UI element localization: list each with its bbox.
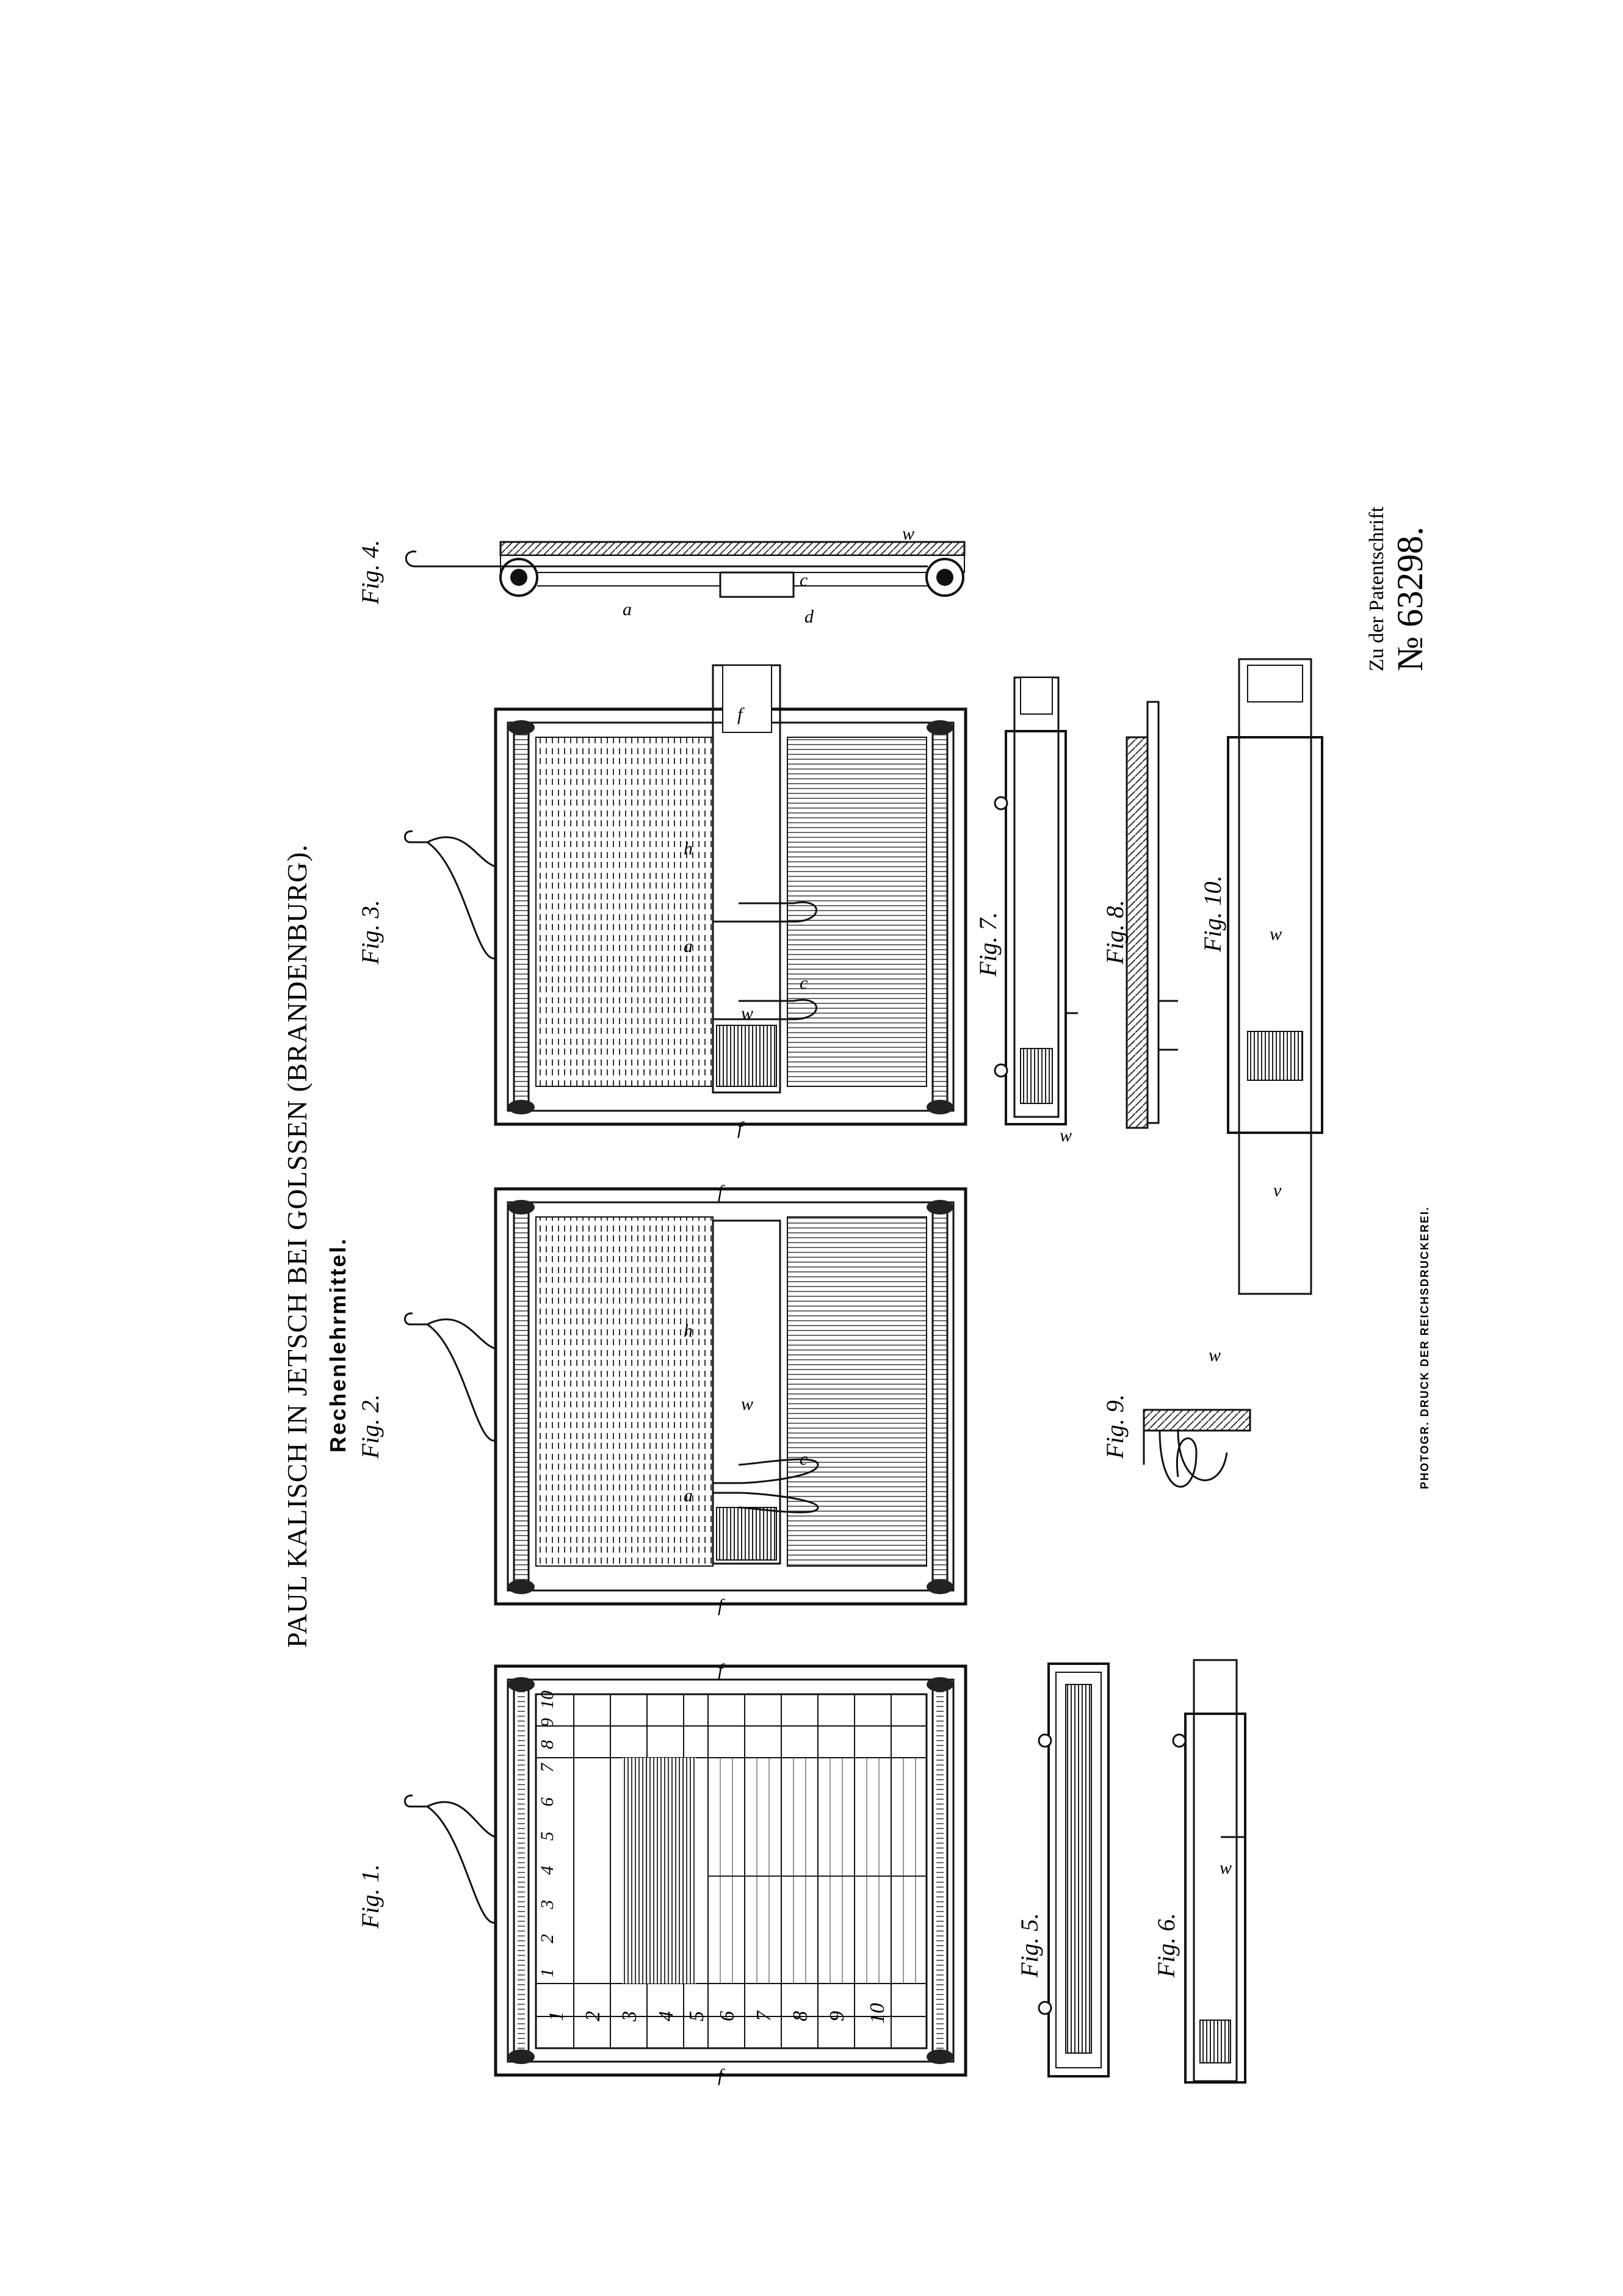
fig-9-label: Fig. 9. [1101, 1394, 1129, 1459]
fig1-num: 8 [537, 1740, 557, 1749]
ref-letter-f: f [718, 1660, 723, 1680]
fig1-num: 4 [537, 1866, 557, 1875]
ref-letter-a: a [684, 1486, 693, 1506]
ref-letter-f: f [737, 704, 743, 724]
fig1-num: 5 [537, 1832, 557, 1841]
ref-letter-c: c [800, 973, 808, 993]
fig-1-label: Fig. 1. [356, 1864, 384, 1929]
ref-letter-f: f [718, 2065, 723, 2085]
fig-3-label: Fig. 3. [356, 900, 384, 964]
ref-letter-a: a [623, 599, 632, 619]
fig-10-label: Fig. 10. [1199, 875, 1226, 952]
document-title: PAUL KALISCH IN JETSCH BEI GOLSSEN (BRANDENBURG). [281, 843, 313, 1648]
figure-9-drawing [1144, 1410, 1250, 1487]
ref-letter-w: w [1220, 1858, 1232, 1878]
fig1-num: 8 [789, 2011, 812, 2021]
fig-4-label: Fig. 4. [356, 540, 384, 604]
ref-letter-f: f [718, 1182, 723, 1202]
fig1-num: 6 [716, 2011, 739, 2021]
fig1-num: 5 [685, 2011, 708, 2021]
fig-8-label: Fig. 8. [1101, 900, 1129, 964]
fig1-num: 3 [537, 1900, 557, 1909]
ref-letter-h: h [684, 1321, 693, 1341]
patent-number: № 63298. [1390, 526, 1430, 671]
fig1-num: 3 [618, 2011, 641, 2021]
fig1-num: 9 [537, 1718, 557, 1727]
fig2-number-field [536, 1217, 713, 1566]
ref-letter-a: a [684, 936, 693, 956]
figure-2-drawing [405, 1189, 966, 1604]
ref-letter-c: c [800, 570, 808, 590]
fig1-num: 10 [866, 2003, 889, 2024]
fig1-num: 1 [545, 2011, 568, 2021]
ref-letter-w: w [1060, 1125, 1072, 1146]
fig1-num: 4 [655, 2011, 678, 2021]
figure-6-drawing [1173, 1660, 1245, 2082]
fig1-bead-field [623, 1758, 696, 1984]
ref-letter-f: f [737, 1118, 743, 1138]
fig1-num: 2 [537, 1934, 557, 1943]
fig-6-label: Fig. 6. [1152, 1913, 1180, 1977]
figure-4-drawing [406, 542, 964, 597]
ref-letter-w: w [1209, 1345, 1221, 1365]
ref-letter-w: w [741, 1003, 754, 1023]
ref-letter-w: w [902, 524, 915, 544]
patent-reference-label: Zu der Patentschrift [1365, 506, 1388, 671]
ref-letter-f: f [718, 1595, 723, 1616]
fig1-num: 6 [537, 1797, 557, 1807]
fig1-hanger-hook [405, 1796, 496, 1923]
ref-letter-c: c [800, 1449, 808, 1469]
figure-7-drawing [995, 677, 1078, 1124]
document-subtitle: Rechenlehrmittel. [325, 1236, 350, 1453]
ref-letter-d: d [804, 607, 814, 627]
ref-letter-w: w [741, 1394, 754, 1414]
fig2-hanger-hook [405, 1313, 496, 1441]
fig1-num: 10 [537, 1691, 557, 1709]
fig-5-label: Fig. 5. [1016, 1913, 1043, 1977]
ref-letter-h: h [684, 839, 693, 859]
fig2-lined-field [787, 1217, 927, 1566]
figure-5-drawing [1039, 1664, 1108, 2076]
printer-imprint: PHOTOGR. DRUCK DER REICHSDRUCKEREI. [1419, 1206, 1431, 1489]
figure-8-drawing [1127, 702, 1178, 1128]
fig1-num: 1 [537, 1968, 557, 1977]
ref-letter-w: w [1270, 924, 1282, 944]
figure-3-drawing [405, 665, 966, 1124]
fig1-num: 9 [826, 2011, 848, 2021]
fig3-hanger-hook [405, 831, 496, 959]
ref-letter-v: v [1273, 1180, 1282, 1200]
fig-2-label: Fig. 2. [356, 1394, 384, 1459]
fig1-num: 7 [753, 2011, 775, 2021]
fig1-num: 7 [537, 1763, 557, 1772]
fig1-num: 2 [582, 2011, 604, 2021]
fig-7-label: Fig. 7. [974, 912, 1002, 977]
